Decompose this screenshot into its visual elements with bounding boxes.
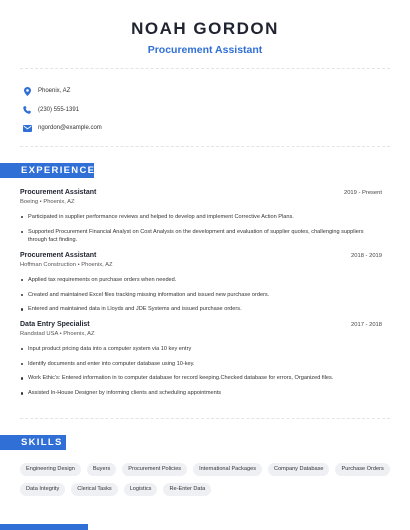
job-bullet: Assisted In-House Designer by informing clients and scheduling appointments	[20, 389, 382, 397]
experience-divider	[20, 418, 390, 419]
job-company: Hoffman Construction	[20, 262, 76, 268]
job-bullets	[20, 213, 382, 244]
contact-location	[22, 82, 102, 101]
next-section-heading	[0, 524, 88, 530]
job-bullet: Created and maintained Excel files tracking missing information and issued new purchase orders.	[20, 291, 382, 299]
header-divider	[20, 68, 390, 69]
contact-list	[22, 82, 102, 138]
contact-phone	[22, 101, 102, 120]
job-bullet: Input product pricing data into a computer system via 10 key entry	[20, 345, 382, 353]
phone-icon	[22, 105, 32, 115]
job-company-location: Hoffman Construction • Phoenix, AZ	[20, 262, 113, 268]
job-company-location: Boeing • Phoenix, AZ	[20, 199, 75, 205]
candidate-name: NOAH GORDON	[131, 19, 279, 38]
job-title: Data Entry Specialist	[20, 321, 90, 328]
job-bullet: Applied tax requirements on purchase orders when needed.	[20, 276, 382, 284]
job-bullets	[20, 345, 382, 397]
job-bullets	[20, 276, 382, 314]
job-title: Procurement Assistant	[20, 189, 97, 196]
job-bullet: Identify documents and enter into computer database using 10-key.	[20, 360, 382, 368]
contact-divider	[20, 146, 390, 147]
candidate-title: Procurement Assistant	[147, 44, 263, 56]
skill-chip: Engineering Design	[20, 463, 81, 476]
contact-email	[22, 119, 102, 138]
job-bullet: Entered and maintained data in Lloyds and JDE Systems and issued purchase orders.	[20, 305, 382, 313]
experience-section-heading: EXPERIENCE	[0, 163, 94, 178]
skill-chip: Buyers	[87, 463, 116, 476]
skills-list	[20, 463, 390, 496]
job-entry	[20, 189, 382, 251]
skill-chip: Logistics	[124, 483, 158, 496]
skill-chip: Re-Enter Data	[163, 483, 211, 496]
skill-chip: International Packages	[193, 463, 262, 476]
job-bullet: Participated in supplier performance reviews and helped to develop and implement Corrective Action Plans.	[20, 213, 382, 221]
skill-chip: Purchase Orders	[335, 463, 389, 476]
location-pin-icon	[22, 86, 32, 96]
job-company-location: Randstad USA • Phoenix, AZ	[20, 331, 95, 337]
job-location: Phoenix, AZ	[43, 199, 75, 205]
skill-chip: Data Integrity	[20, 483, 65, 496]
job-dates: 2017 - 2018	[351, 322, 382, 328]
location-text: Phoenix, AZ	[38, 88, 71, 95]
job-entry	[20, 252, 382, 320]
job-bullet: Supported Procurement Financial Analyst on Cost Analysis on the development and evaluation of supplier quotes, challenging suppliers through fact finding.	[20, 228, 382, 244]
skill-chip: Company Database	[268, 463, 329, 476]
skill-chip: Clerical Tasks	[71, 483, 117, 496]
job-dates: 2018 - 2019	[351, 253, 382, 259]
email-icon	[22, 123, 32, 133]
email-text: ngordon@example.com	[38, 125, 102, 132]
resume-header	[0, 0, 410, 56]
job-entry	[20, 321, 382, 404]
phone-text: (230) 555-1391	[38, 106, 80, 113]
job-company: Boeing	[20, 199, 39, 205]
skills-section-heading: SKILLS	[0, 435, 66, 450]
job-bullet: Work Ethic's: Entered information in to computer database for record keeping.Checked database for errors, Organized files.	[20, 374, 382, 382]
job-dates: 2019 - Present	[343, 190, 382, 196]
job-company: Randstad USA	[20, 331, 59, 337]
skill-chip: Procurement Policies	[122, 463, 187, 476]
job-location: Phoenix, AZ	[63, 331, 95, 337]
job-title: Procurement Assistant	[20, 252, 97, 259]
job-location: Phoenix, AZ	[81, 262, 113, 268]
